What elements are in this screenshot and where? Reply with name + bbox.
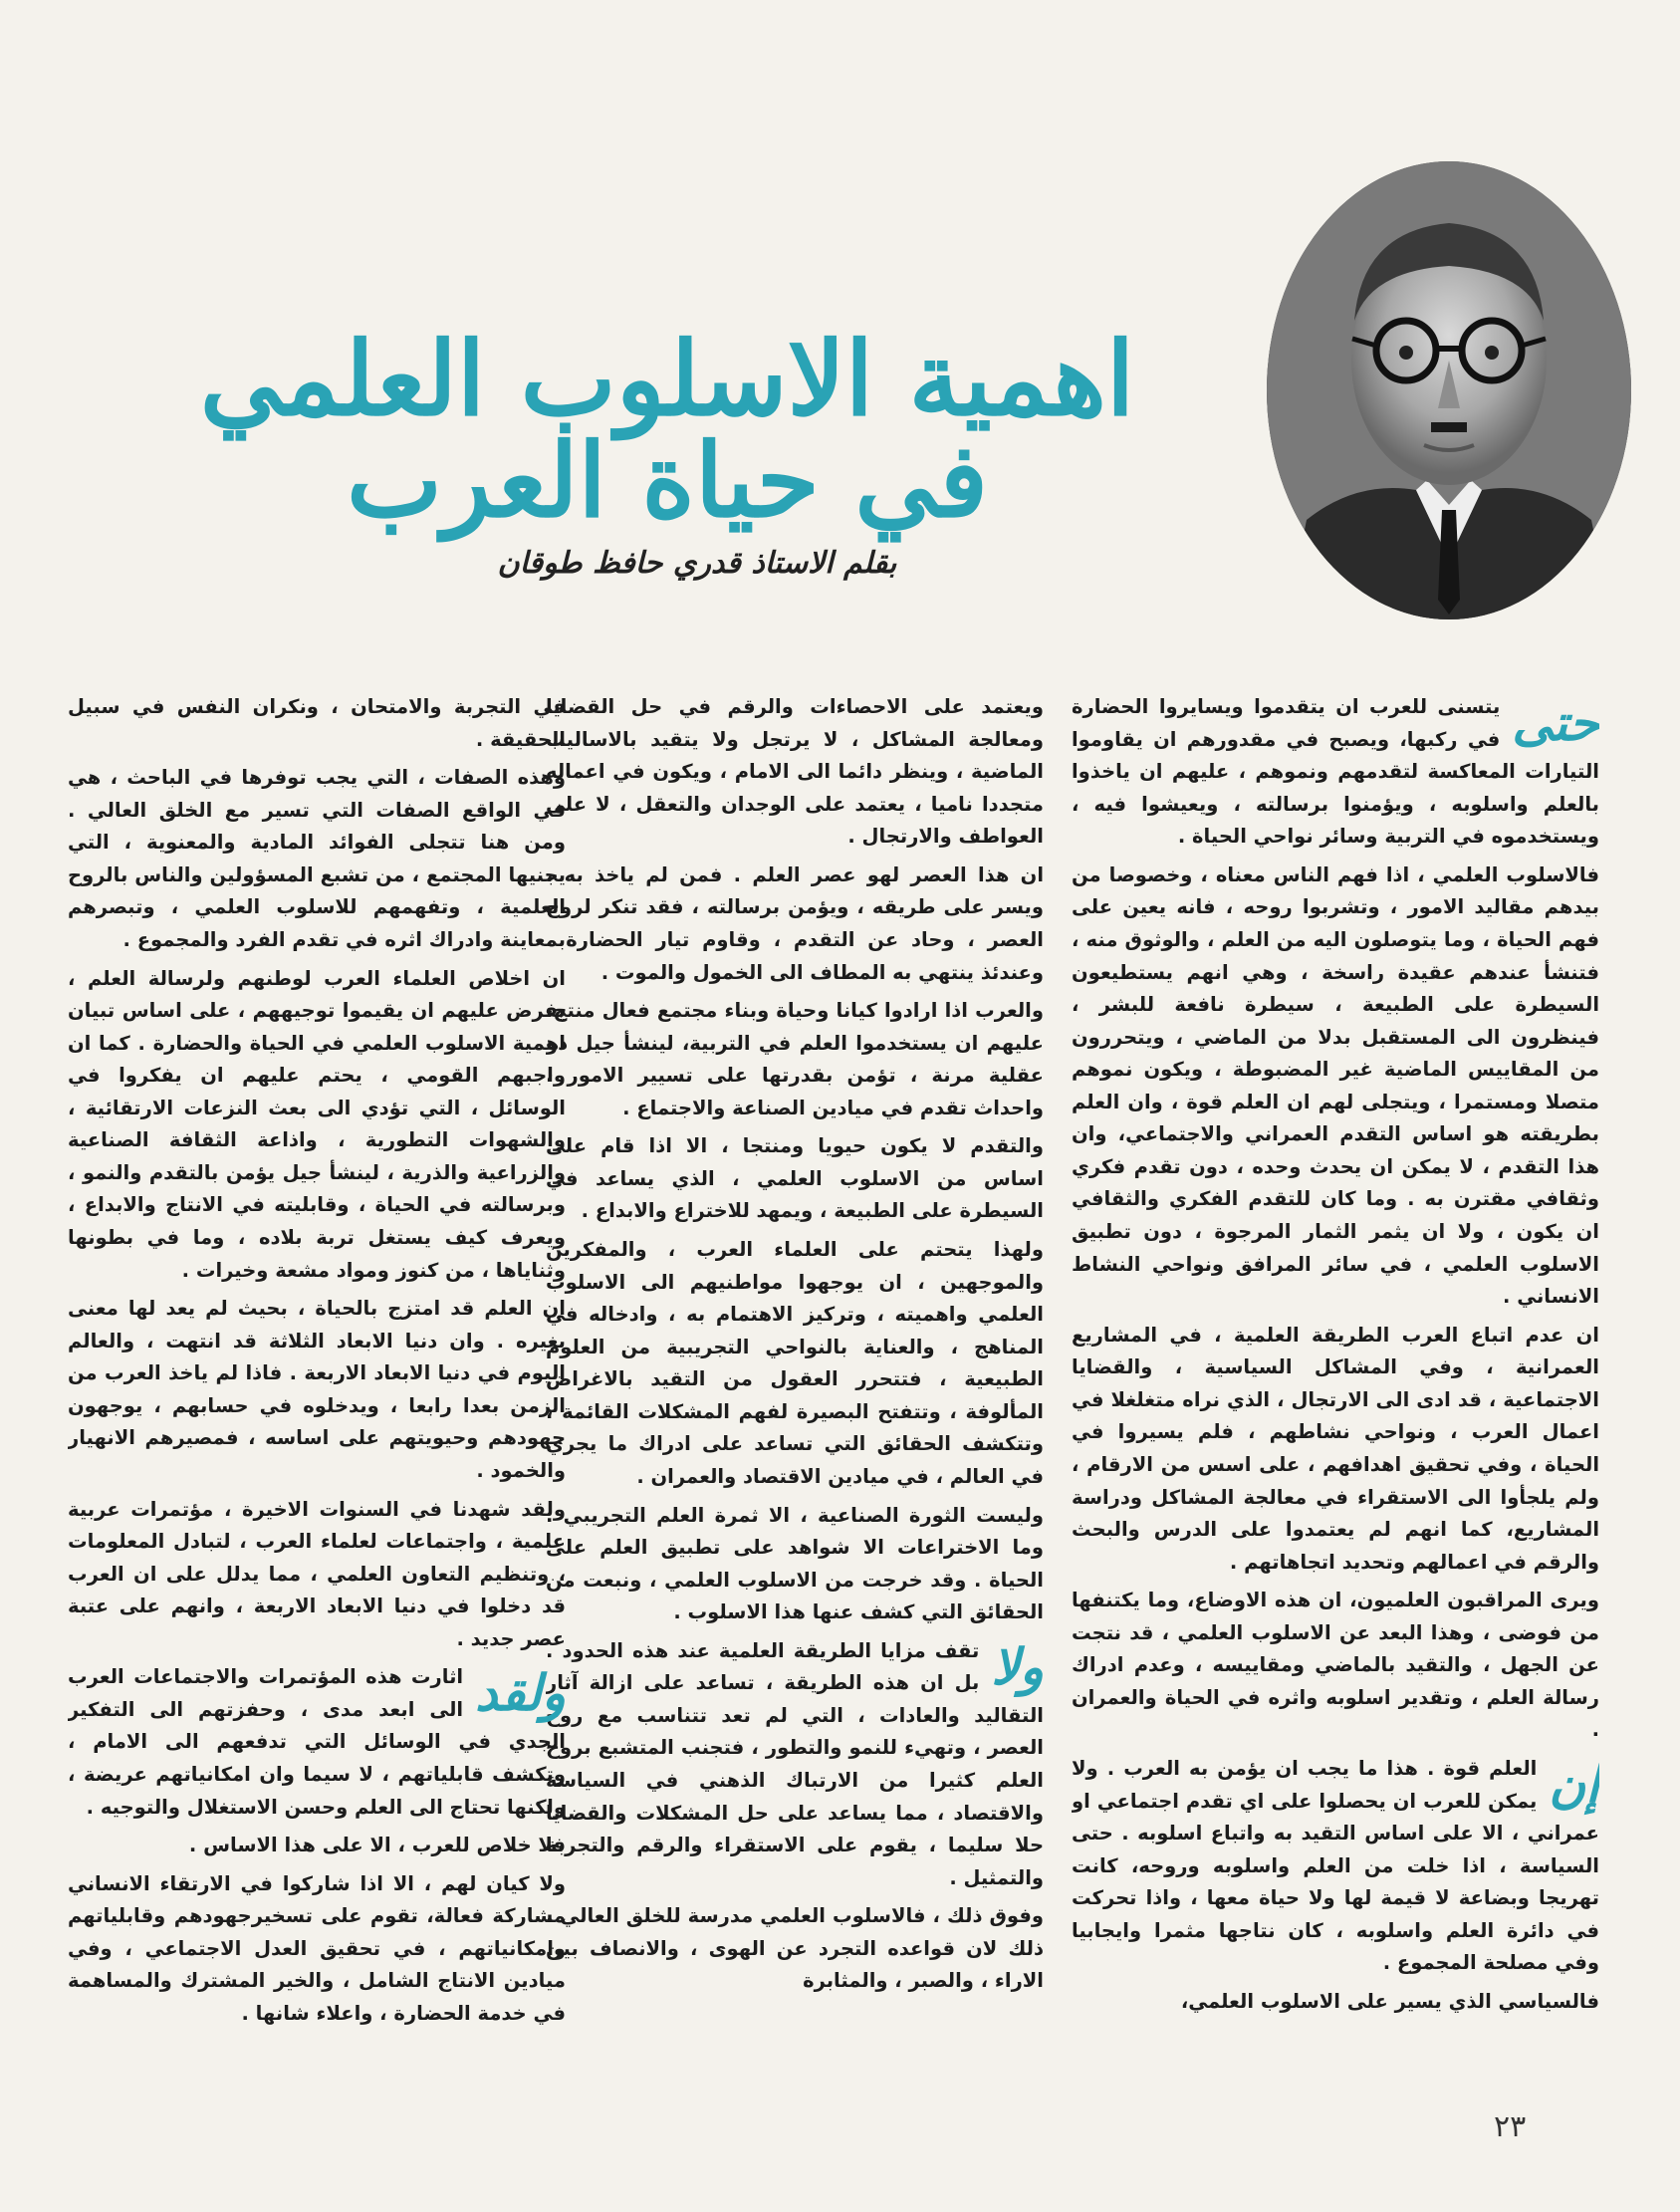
paragraph [1072, 691, 1599, 854]
paragraph-text: العلم قوة . هذا ما يجب ان يؤمن به العرب . ولا يمكن للعرب ان يحصلوا على اي تقدم اجتماعي او عمراني ، الا على اساس التقيد به واتباع اسلوبه . حتى السياسة ، اذا خلت من العلم واسلوبه وروحه، كانت تهريجا وبضاعة لا قيمة لها ولا حياة معها ، واذا تحركت في دائرة العلم واسلوبه ، كان نتاجها مثمرا وايجابيا وفي مصلحة المجموع . [1072, 1757, 1599, 1975]
drop-cap: ولقد [475, 1663, 566, 1723]
paragraph-text: يتسنى للعرب ان يتقدموا ويسايروا الحضارة في ركبها، ويصبح في مقدورهم ان يقاوموا التيارات المعاكسة لتقدمهم ونموهم ، عليهم ان ياخذوا بالعلم واسلوبه ، ويؤمنوا برسالته ، ويعيشوا فيه ، ويستخدموه في التربية وسائر نواحي الحياة . [1072, 695, 1599, 849]
paragraph: ان هذا العصر لهو عصر العلم . فمن لم ياخذ به ، ويسر على طريقه ، ويؤمن برسالته ، فقد تنكر لروح العصر ، وحاد عن التقدم ، وقاوم تيار الحضارة . وعندئذ ينتهي به المطاف الى الخمول والموت . [546, 862, 1044, 984]
author-portrait [1267, 161, 1631, 619]
drop-cap: إن [1549, 1755, 1599, 1814]
paragraph [546, 1635, 1044, 1895]
article-title: اهمية الاسلوب العلمي في حياة العرب [199, 320, 1135, 541]
paragraph: ان عدم اتباع العرب الطريقة العلمية ، في المشاريع العمرانية ، وفي المشاكل السياسية ، والقضايا الاجتماعية ، قد ادى الى الارتجال ، الذي نراه متغلغلا في اعمال العرب ، ونواحي نشاطهم ، فلم يسيروا في الحياة ، وفي تحقيق اهدافهم ، على اسس من الارقام ، ولم يلجأوا الى الاستقراء في معالجة المشاكل ودراسة المشاريع، كما انهم لم يعتمدوا على الدرس والبحث والرقم في اعمالهم وتحديد اتجاهاتهم . [1072, 1323, 1599, 1574]
paragraph: فلا خلاص للعرب ، الا على هذا الاساس . [188, 1834, 566, 1857]
page-number: ٢٣ [1494, 2109, 1527, 2144]
paragraph: ولا كيان لهم ، الا اذا شاركوا في الارتقاء الانساني مشاركة فعالة، تقوم على تسخيرجهودهم وقابلياتهم وامكانياتهم ، في تحقيق العدل الاجتماعي ، وفي ميادين الانتاج الشامل ، والخير المشترك والمساهمة في خدمة الحضارة ، واعلاء شانها . [68, 1871, 566, 2025]
paragraph-text: اثارت هذه المؤتمرات والاجتماعات العرب الى ابعد مدى ، وحفزتهم الى التفكير الجدي في الوسائل التي تدفعهم الى الامام ، وتكشف قابلياتهم ، لا سيما وان امكانياتهم عريضة ، ولكنها تحتاج الى العلم وحسن الاستغلال والتوجيه . [68, 1665, 566, 1819]
paragraph: ان اخلاص العلماء العرب لوطنهم ولرسالة العلم ، يفرض عليهم ان يقيموا توجيههم ، على اساس تبيان اهمية الاسلوب العلمي في الحياة والحضارة . كما ان واجبهم القومي ، يحتم عليهم ان يفكروا في الوسائل ، التي تؤدي الى بعث النزعات الارتقائية ، والشهوات التطورية ، واذاعة الثقافة الصناعية والزراعية والذرية ، لينشأ جيل يؤمن بالتقدم والنمو ، وبرسالته في الحياة ، وقابليته في الانتاج والابداع ، ويعرف كيف يستغل تربة بلاده ، وما في بطونها وثناياها ، من كنوز ومواد مشعة وخيرات . [68, 966, 566, 1282]
paragraph: وهذه الصفات ، التي يجب توفرها في الباحث ، هي في الواقع الصفات التي تسير مع الخلق العالي . ومن هنا تتجلى الفوائد المادية والمعنوية ، التي يجنيها المجتمع ، من تشبع المسؤولين والناس بالروح العلمية ، وتفهمهم للاسلوب العلمي ، وتبصرهم بمعاينة وادراك اثره في تقدم الفرد والمجموع . [68, 766, 566, 951]
paragraph [1072, 1753, 1599, 1980]
text-column-right [1072, 691, 1599, 2036]
paragraph: ولهذا يتحتم على العلماء العرب ، والمفكرين والموجهين ، ان يوجهوا مواطنيهم الى الاسلوب العلمي واهميته ، وتركيز الاهتمام به ، وادخاله في المناهج ، والعناية بالنواحي التجريبية من العلوم الطبيعية ، فتتحرر العقول من التقيد بالاغراض المألوفة ، وتتفتح البصيرة لفهم المشكلات القائمة ، وتتكشف الحقائق التي تساعد على ادراك ما يجري في العالم ، في ميادين الاقتصاد والعمران . [546, 1238, 1044, 1488]
paragraph: وفوق ذلك ، فالاسلوب العلمي مدرسة للخلق العالي . ذلك لان قواعده التجرد عن الهوى ، والانصاف بين الاراء ، والصبر ، والمثابرة [546, 1904, 1044, 1993]
text-column-left [68, 691, 566, 2036]
paragraph: في التجربة والامتحان ، ونكران النفس في سبيل الحقيقة . [68, 695, 566, 751]
portrait-photo-icon [1267, 161, 1631, 619]
paragraph: ويرى المراقبون العلميون، ان هذه الاوضاع، وما يكتنفها من فوضى ، وهذا البعد عن الاسلوب العلمي ، قد نتجت عن الجهل ، والتقيد بالماضي ومقاييسه ، وعدم ادراك رسالة العلم ، وتقدير اسلوبه واثره في الحياة والعمران . [1072, 1589, 1599, 1742]
paragraph: ولقد شهدنا في السنوات الاخيرة ، مؤتمرات عربية علمية ، واجتماعات لعلماء العرب ، لتبادل المعلومات ، وتنظيم التعاون العلمي ، مما يدلل على ان العرب قد دخلوا في دنيا الابعاد الاربعة ، وانهم على عتبة عصر جديد . [68, 1497, 566, 1650]
text-column-middle [546, 691, 1044, 2036]
paragraph-text: تقف مزايا الطريقة العلمية عند هذه الحدود . بل ان هذه الطريقة ، تساعد على ازالة آثار التقاليد والعادات ، التي لم تعد تتناسب مع روح العصر ، وتهيء للنمو والتطور ، فتجنب المتشبع بروح العلم كثيرا من الارتباك الذهني في السياسة والاقتصاد ، مما يساعد على حل المشكلات والقضايا حلا سليما ، يقوم على الاستقراء والرقم والتجربة والتمثيل . [546, 1638, 1044, 1889]
paragraph [68, 1661, 566, 1824]
paragraph: والعرب اذا ارادوا كيانا وحياة وبناء مجتمع فعال منتج، عليهم ان يستخدموا العلم في التربية، لينشأ جيل ذو عقلية مرنة ، تؤمن بقدرتها على تسيير الامور ، واحداث تقدم في ميادين الصناعة والاجتماع . [546, 999, 1044, 1119]
paragraph: ويعتمد على الاحصاءات والرقم في حل القضايا ومعالجة المشاكل ، لا يرتجل ولا يتقيد بالاساليب الماضية ، وينظر دائما الى الامام ، ويكون في اعماله متجددا ناميا ، يعتمد على الوجدان والتعقل ، لا على العواطف والارتجال . [546, 695, 1044, 849]
drop-cap: ولا [991, 1636, 1044, 1696]
paragraph: فالسياسي الذي يسير على الاسلوب العلمي، [1180, 1989, 1599, 2013]
paragraph: والتقدم لا يكون حيويا ومنتجا ، الا اذا قام على اساس من الاسلوب العلمي ، الذي يساعد في السيطرة على الطبيعة ، ويمهد للاختراع والابداع . [546, 1134, 1044, 1223]
drop-cap: حتى [1512, 693, 1599, 752]
article-byline: بقلم الاستاذ قدري حافظ طوقان [497, 546, 897, 581]
paragraph: فالاسلوب العلمي ، اذا فهم الناس معناه ، وخصوصا من بيدهم مقاليد الامور ، وتشربوا روحه ، فانه يعين على فهم الحياة ، وما يتوصلون اليه من العلم ، والوثوق منه ، فتنشأ عندهم عقيدة راسخة ، وهي انهم يستطيعون السيطرة على الطبيعة ، سيطرة نافعة للبشر ، فينظرون الى المستقبل بدلا من الماضي ، ويتحررون من المقاييس الماضية غير المضبوطة ، ويكون نموهم متصلا ومستمرا ، ويتجلى لهم ان العلم قوة ، وان العلم بطريقته هو اساس التقدم العمراني والاجتماعي، وان هذا التقدم ، لا يمكن ان يحدث وحده ، دون تقدم فكري وثقافي مقترن به . وما كان للتقدم الفكري والثقافي ان يكون ، ولا ان يثمر الثمار المرجوة ، دون تطبيق الاسلوب العلمي ، في سائر المرافق ونواحي النشاط الانساني . [1072, 862, 1599, 1309]
paragraph: ان العلم قد امتزج بالحياة ، بحيث لم يعد لها معنى بغيره . وان دنيا الابعاد الثلاثة قد انتهت ، والعالم اليوم في دنيا الابعاد الاربعة . فاذا لم ياخذ العرب من الزمن بعدا رابعا ، ويدخلوه في حسابهم ، يوجهون جهودهم وحيويتهم على اساسه ، فمصيرهم الانهيار والخمود . [68, 1297, 566, 1482]
paragraph: وليست الثورة الصناعية ، الا ثمرة العلم التجريبي . وما الاختراعات الا شواهد على تطبيق العلم على الحياة . وقد خرجت من الاسلوب العلمي ، ونبعت من الحقائق التي كشف عنها هذا الاسلوب . [546, 1503, 1044, 1624]
